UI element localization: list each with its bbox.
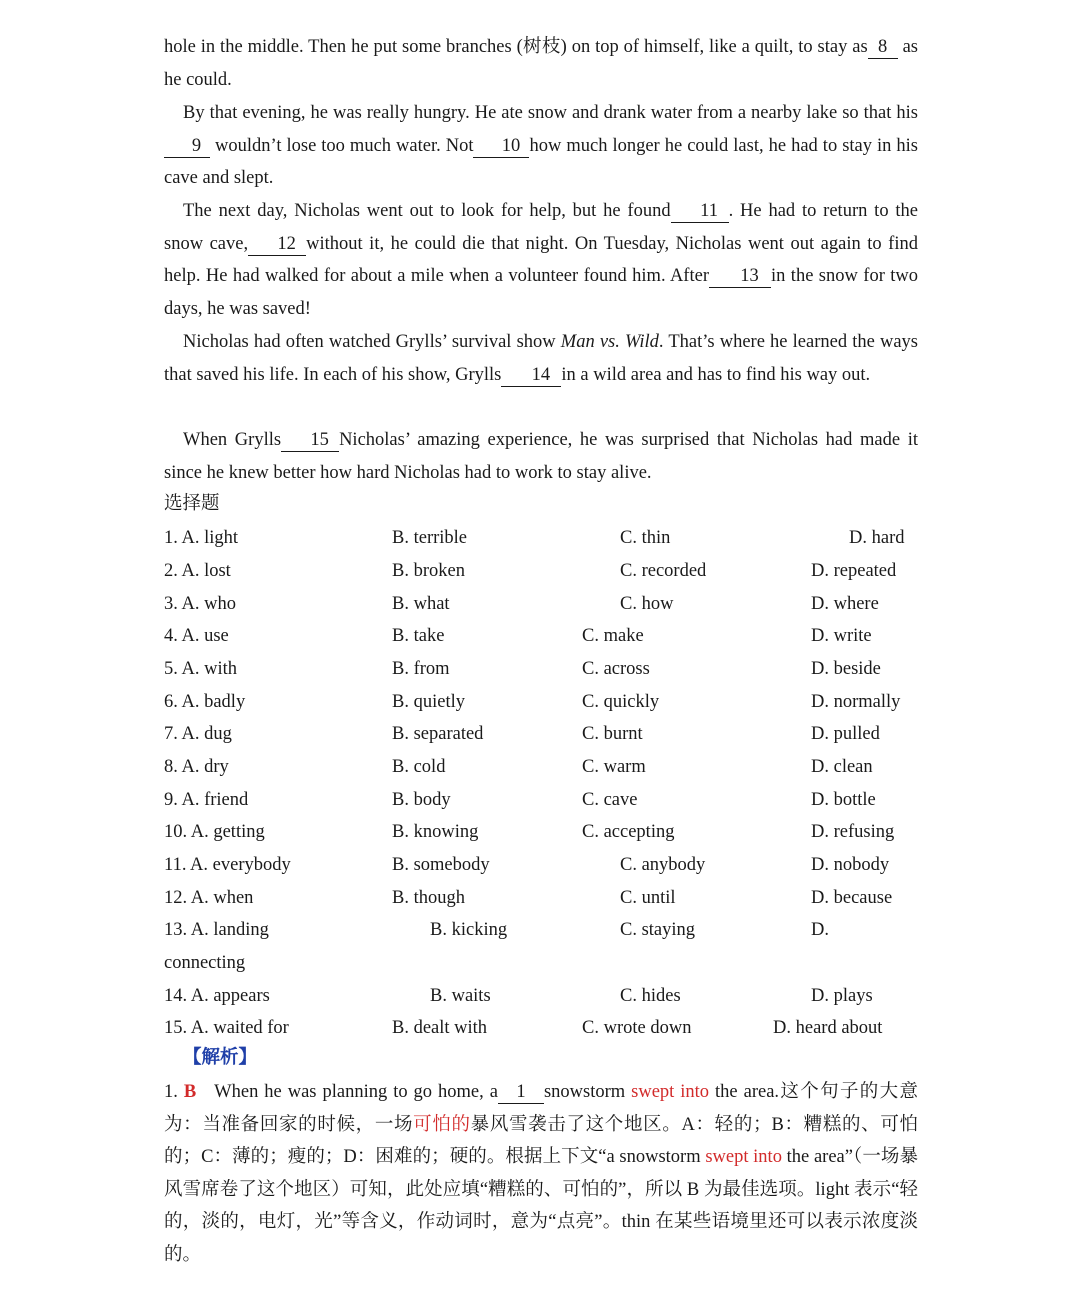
- q3-option-a: 3. A. who: [164, 594, 236, 614]
- q3-option-d: D. where: [811, 594, 879, 614]
- q15-option-b: B. dealt with: [392, 1018, 488, 1038]
- analysis-text: the area”（一场暴风雪席卷了这个地区）可知，此处应填“糟糕的、可怕的”，所以 B 为最佳选项。light 表示“轻的，淡的，电灯，光”等含义，作动词时，意为“点亮”。thin 在某些语境里还可以表示浓度淡的。: [164, 1147, 918, 1265]
- passage-text: wouldn’t lose too much water. Not: [210, 135, 474, 156]
- q14-option-b: B. waits: [430, 986, 491, 1006]
- q11-option-d: D. nobody: [811, 855, 890, 875]
- q8-option-b: B. cold: [392, 757, 446, 777]
- q1-option-a: 1. A. light: [164, 528, 239, 548]
- q5-option-c: C. across: [582, 659, 650, 679]
- q6-option-c: C. quickly: [582, 692, 660, 712]
- q1-option-c: C. thin: [620, 528, 671, 548]
- q12-option-b: B. though: [392, 888, 465, 908]
- q7-option-d: D. pulled: [811, 724, 880, 744]
- q15-option-a: 15. A. waited for: [164, 1018, 289, 1038]
- passage-text: how much longer he could last, he had to stay in his cave and slept.: [164, 135, 918, 189]
- q6-option-b: B. quietly: [392, 692, 465, 712]
- q5-option-a: 5. A. with: [164, 659, 237, 679]
- passage-text: . He had to return to the snow cave,: [164, 201, 918, 254]
- q13-option-c: C. staying: [620, 920, 696, 940]
- q11-option-c: C. anybody: [620, 855, 706, 875]
- analysis-number: 1.: [164, 1082, 184, 1102]
- passage-text: hole in the middle. Then he put some branches (树枝) on top of himself, like a quilt, to stay as: [164, 37, 868, 57]
- highlight-phrase: swept into: [705, 1147, 782, 1167]
- passage-paragraph-3: [164, 195, 918, 326]
- blank-1: 1: [498, 1081, 544, 1104]
- q12-option-d: D. because: [811, 888, 893, 908]
- q6-option-d: D. normally: [811, 692, 901, 712]
- q10-option-b: B. knowing: [392, 822, 479, 842]
- q15-option-d: D. heard about: [773, 1018, 883, 1038]
- q13-option-d: D.: [811, 920, 829, 940]
- q15-option-c: C. wrote down: [582, 1018, 692, 1038]
- highlight-phrase: 可怕的: [413, 1114, 471, 1135]
- section-heading: 选择题: [164, 494, 220, 514]
- blank-12: 12: [248, 233, 306, 256]
- q10-option-d: D. refusing: [811, 822, 895, 842]
- passage-text: Nicholas had often watched Grylls’ survival show: [183, 332, 561, 352]
- highlight-phrase: swept into: [631, 1082, 710, 1102]
- q7-option-a: 7. A. dug: [164, 724, 232, 744]
- q8-option-d: D. clean: [811, 757, 873, 777]
- q4-option-b: B. take: [392, 626, 445, 646]
- q1-option-b: B. terrible: [392, 528, 468, 548]
- q10-option-c: C. accepting: [582, 822, 675, 842]
- q2-option-a: 2. A. lost: [164, 561, 231, 581]
- q9-option-c: C. cave: [582, 790, 638, 810]
- q6-option-a: 6. A. badly: [164, 692, 246, 712]
- q10-option-a: 10. A. getting: [164, 822, 265, 842]
- q4-option-d: D. write: [811, 626, 872, 646]
- show-title: Man vs. Wild: [560, 332, 659, 352]
- q3-option-b: B. what: [392, 594, 450, 614]
- q9-option-d: D. bottle: [811, 790, 876, 810]
- passage-text: By that evening, he was really hungry. He ate snow and drank water from a nearby lake so that his: [183, 103, 918, 123]
- q8-option-c: C. warm: [582, 757, 646, 777]
- blank-14: 14: [501, 364, 561, 387]
- q13-option-a: 13. A. landing: [164, 920, 269, 940]
- passage-text: as he could.: [164, 37, 918, 90]
- analysis-text: 暴风雪袭击了这个地区。A：轻的；B：糟糕的、可怕的；C：薄的；瘦的；D：困难的；硬的。根据上下文“a snowstorm: [164, 1114, 918, 1167]
- blank-9: 9: [164, 135, 210, 158]
- passage-text: When Grylls: [183, 430, 282, 450]
- q14-option-c: C. hides: [620, 986, 681, 1006]
- analysis-text: the area.这个句子的大意为：当准备回家的时候，一场: [164, 1082, 918, 1135]
- q13-option-b: B. kicking: [430, 920, 508, 940]
- passage-text: . That’s where he learned the ways that saved his life. In each of his show, Grylls: [164, 332, 918, 385]
- q13-option-d-text: connecting: [164, 953, 246, 973]
- analysis-text: snowstorm: [543, 1082, 632, 1102]
- passage-text: in the snow for two days, he was saved!: [164, 266, 919, 320]
- q2-option-c: C. recorded: [620, 561, 707, 581]
- q8-option-a: 8. A. dry: [164, 757, 229, 777]
- q9-option-b: B. body: [392, 790, 451, 810]
- q12-option-a: 12. A. when: [164, 888, 254, 908]
- passage-text: in a wild area and has to find his way out.: [561, 364, 871, 385]
- q5-option-b: B. from: [392, 659, 450, 679]
- answer-letter: B: [183, 1082, 197, 1102]
- q2-option-d: D. repeated: [811, 561, 897, 581]
- blank-13: 13: [709, 265, 771, 288]
- passage-paragraph-4: [164, 326, 918, 391]
- analysis-paragraph: [164, 1076, 918, 1271]
- q11-option-b: B. somebody: [392, 855, 490, 875]
- q9-option-a: 9. A. friend: [164, 790, 249, 810]
- q4-option-a: 4. A. use: [164, 626, 229, 646]
- q4-option-c: C. make: [582, 626, 644, 646]
- q14-option-d: D. plays: [811, 986, 873, 1006]
- q12-option-c: C. until: [620, 888, 676, 908]
- q11-option-a: 11. A. everybody: [164, 855, 291, 875]
- passage-text: without it, he could die that night. On Tuesday, Nicholas went out again to find help. He had walked for about a mile when a volunteer found him. After: [164, 233, 918, 287]
- passage-paragraph-2: [164, 97, 918, 195]
- q7-option-c: C. burnt: [582, 724, 643, 744]
- q3-option-c: C. how: [620, 594, 674, 614]
- q5-option-d: D. beside: [811, 659, 881, 679]
- passage-paragraph-5: [164, 424, 918, 489]
- analysis-tag: 【解析】: [183, 1047, 258, 1068]
- blank-11: 11: [671, 200, 729, 223]
- q2-option-b: B. broken: [392, 561, 465, 581]
- passage-text: The next day, Nicholas went out to look for help, but he found: [183, 201, 671, 221]
- blank-15: 15: [281, 429, 339, 452]
- q7-option-b: B. separated: [392, 724, 484, 744]
- analysis-text: When he was planning to go home, a: [214, 1082, 498, 1102]
- passage-text: Nicholas’ amazing experience, he was surprised that Nicholas had made it since he knew better how hard Nicholas had to work to stay alive.: [164, 430, 918, 483]
- passage-paragraph-1: [164, 31, 918, 96]
- blank-8: 8: [868, 36, 898, 59]
- blank-10: 10: [473, 135, 529, 158]
- q14-option-a: 14. A. appears: [164, 986, 270, 1006]
- q1-option-d: D. hard: [849, 528, 905, 548]
